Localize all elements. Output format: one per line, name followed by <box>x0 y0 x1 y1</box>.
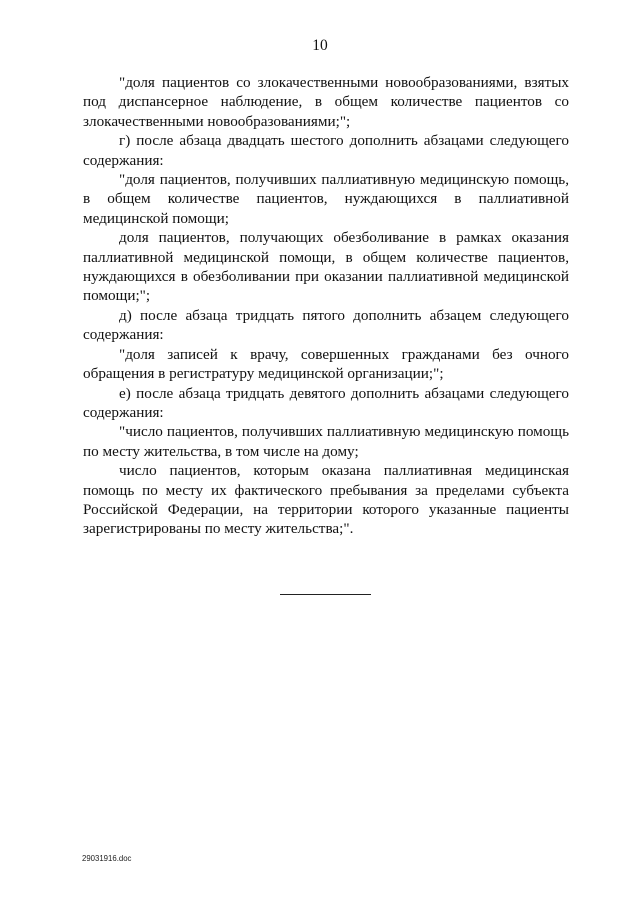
document-body <box>83 73 569 539</box>
paragraph: г) после абзаца двадцать шестого дополнить абзацами следующего содержания: <box>83 132 569 169</box>
paragraph: число пациентов, которым оказана паллиативная медицинская помощь по месту их фактического пребывания за пределами субъекта Российской Федерации, на территории которого указанные пациенты зарегистрированы по месту жительства;". <box>83 462 569 538</box>
paragraph: доля пациентов, получающих обезболивание в рамках оказания паллиативной медицинской помощи, в общем количестве пациентов, нуждающихся в обезболивании при оказании паллиативной медицинской помощи;"; <box>83 229 569 305</box>
page-number: 10 <box>312 37 328 54</box>
paragraph: "доля пациентов, получивших паллиативную медицинскую помощь, в общем количестве пациентов, нуждающихся в паллиативной медицинской помощи; <box>83 171 569 227</box>
paragraph: "доля записей к врачу, совершенных гражданами без очного обращения в регистратуру медицинской организации;"; <box>83 345 569 383</box>
paragraph: "число пациентов, получивших паллиативную медицинскую помощь по месту жительства, в том числе на дому; <box>83 423 569 460</box>
paragraph: "доля пациентов со злокачественными новообразованиями, взятых под диспансерное наблюдение, в общем количестве пациентов со злокачественными новообразованиями;"; <box>83 74 569 130</box>
paragraph: д) после абзаца тридцать пятого дополнить абзацем следующего содержания: <box>83 306 569 344</box>
paragraph: е) после абзаца тридцать девятого дополнить абзацами следующего содержания: <box>83 384 569 421</box>
file-name-footer: 29031916.doc <box>82 854 132 863</box>
end-separator-line <box>280 594 371 595</box>
